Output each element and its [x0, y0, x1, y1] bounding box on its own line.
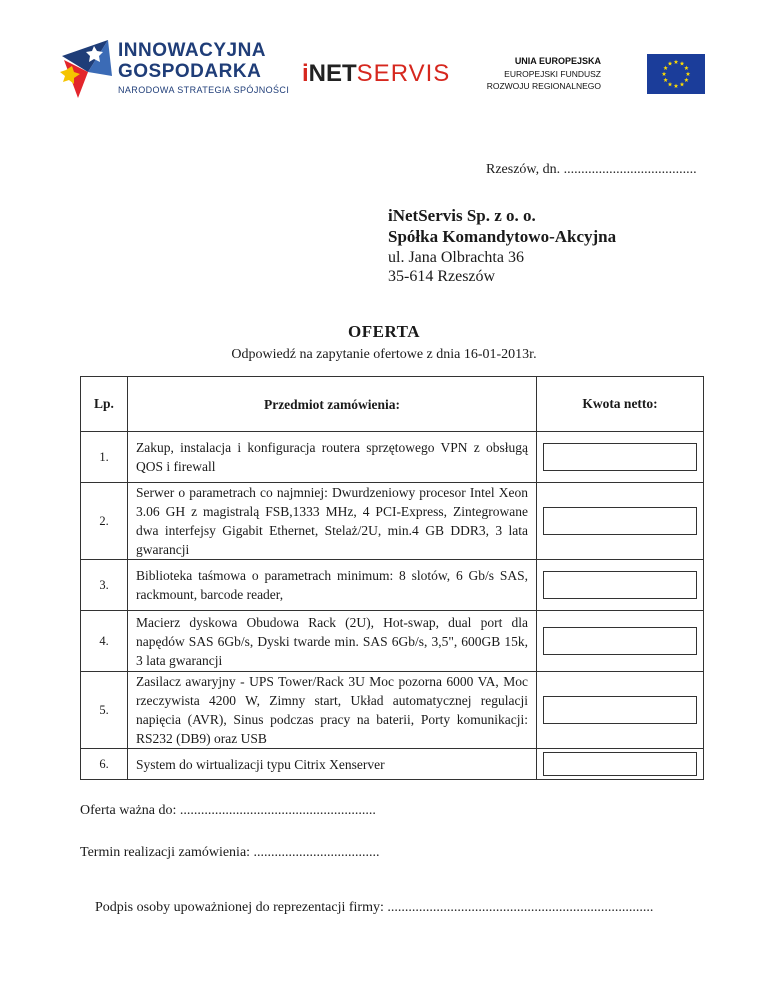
row-desc: Macierz dyskowa Obudowa Rack (2U), Hot-swap, dual port dla napędów SAS 6Gb/s, Dyski twarde min. SAS 6Gb/s, 3,5", 600GB 15k, 3 lata gwarancji	[128, 611, 537, 672]
amount-cell[interactable]	[537, 483, 704, 560]
offer-subtitle: Odpowiedź na zapytanie ofertowe z dnia 16-01-2013r.	[231, 347, 537, 362]
company-name: iNetServis Sp. z o. o.	[388, 206, 536, 225]
amount-cell[interactable]	[537, 432, 704, 483]
table-header-row	[81, 377, 704, 432]
logo-inet-i: i	[302, 60, 309, 87]
logo-ig-line2: GOSPODARKA	[118, 61, 262, 82]
amount-field[interactable]	[543, 507, 697, 535]
table-row	[81, 432, 704, 483]
star-emblem-icon	[58, 36, 114, 102]
amount-cell[interactable]	[537, 749, 704, 780]
eu-star-icon	[684, 78, 689, 82]
logo-inet-servis: SERVIS	[356, 60, 451, 87]
table-row	[81, 611, 704, 672]
company-street: ul. Jana Olbrachta 36	[388, 249, 524, 266]
eu-logo	[486, 54, 705, 96]
row-lp: 1.	[81, 432, 128, 483]
eu-star-icon	[668, 82, 673, 86]
eu-star-icon	[680, 82, 685, 86]
row-desc: Serwer o parametrach co najmniej: Dwurdzeniowy procesor Intel Xeon 3.06 GH z magistralą FSB,1333 MHz, 4 PCI-Express, Zintegrowane dwa interfejsy Gigabit Ethernet, Stelaż/2U, min.4 GB DDR3, 3 lata gwarancji	[128, 483, 537, 560]
table-row	[81, 560, 704, 611]
eu-star-icon	[668, 61, 673, 65]
row-desc: Biblioteka taśmowa o parametrach minimum: 8 slotów, 6 Gb/s SAS, rackmount, barcode reader,	[128, 560, 537, 611]
amount-cell[interactable]	[537, 672, 704, 749]
row-desc: Zasilacz awaryjny - UPS Tower/Rack 3U Moc pozorna 6000 VA, Moc rzeczywista 4200 W, Zimny start, Układ automatycznej regulacji napięcia (AVR), Sinus podczas pracy na baterii, Porty komunikacji: RS232 (DB9) oraz USB	[128, 672, 537, 749]
inetservis-logo	[302, 60, 472, 90]
eu-star-icon	[684, 66, 689, 70]
eu-star-icon	[686, 72, 691, 76]
amount-cell[interactable]	[537, 611, 704, 672]
offer-valid-until: Oferta ważna do: ........................................................	[80, 803, 376, 818]
company-postcode-city: 35-614 Rzeszów	[388, 268, 496, 285]
innowacyjna-gospodarka-logo	[58, 36, 298, 106]
eu-star-icon	[662, 72, 667, 76]
eu-flag-icon	[647, 54, 705, 94]
offer-title: OFERTA	[348, 322, 420, 341]
logo-ue-line1: UNIA EUROPEJSKA	[514, 56, 601, 66]
amount-field[interactable]	[543, 571, 697, 599]
row-desc: System do wirtualizacji typu Citrix Xenserver	[128, 749, 537, 780]
signature-line: Podpis osoby upoważnionej do reprezentacji firmy: ............................................................................	[95, 900, 654, 915]
header-amount: Kwota netto:	[537, 377, 704, 432]
header-item: Przedmiot zamówienia:	[128, 377, 537, 432]
table-row	[81, 483, 704, 560]
row-lp: 6.	[81, 749, 128, 780]
amount-field[interactable]	[543, 443, 697, 471]
table-row	[81, 749, 704, 780]
amount-cell[interactable]	[537, 560, 704, 611]
amount-field[interactable]	[543, 627, 697, 655]
eu-star-icon	[674, 60, 679, 64]
logo-ig-line1: INNOWACYJNA	[118, 40, 267, 61]
eu-star-icon	[663, 78, 668, 82]
eu-star-icon	[663, 66, 668, 70]
place-date: Rzeszów, dn. ......................................	[486, 162, 697, 177]
table-row	[81, 672, 704, 749]
logo-inet-net: NET	[308, 60, 357, 87]
row-desc: Zakup, instalacja i konfiguracja routera sprzętowego VPN z obsługą QOS i firewall	[128, 432, 537, 483]
offer-table	[80, 376, 704, 780]
eu-star-icon	[680, 61, 685, 65]
logo-ue-line3: ROZWOJU REGIONALNEGO	[486, 81, 601, 91]
row-lp: 5.	[81, 672, 128, 749]
logo-ue-line2: EUROPEJSKI FUNDUSZ	[504, 69, 601, 79]
row-lp: 4.	[81, 611, 128, 672]
amount-field[interactable]	[543, 752, 697, 776]
amount-field[interactable]	[543, 696, 697, 724]
row-lp: 3.	[81, 560, 128, 611]
header-lp: Lp.	[81, 377, 128, 432]
delivery-term: Termin realizacji zamówienia: ....................................	[80, 845, 380, 860]
logo-ig-line3: NARODOWA STRATEGIA SPÓJNOŚCI	[118, 85, 290, 95]
row-lp: 2.	[81, 483, 128, 560]
company-type: Spółka Komandytowo-Akcyjna	[388, 227, 617, 246]
eu-star-icon	[674, 84, 679, 88]
